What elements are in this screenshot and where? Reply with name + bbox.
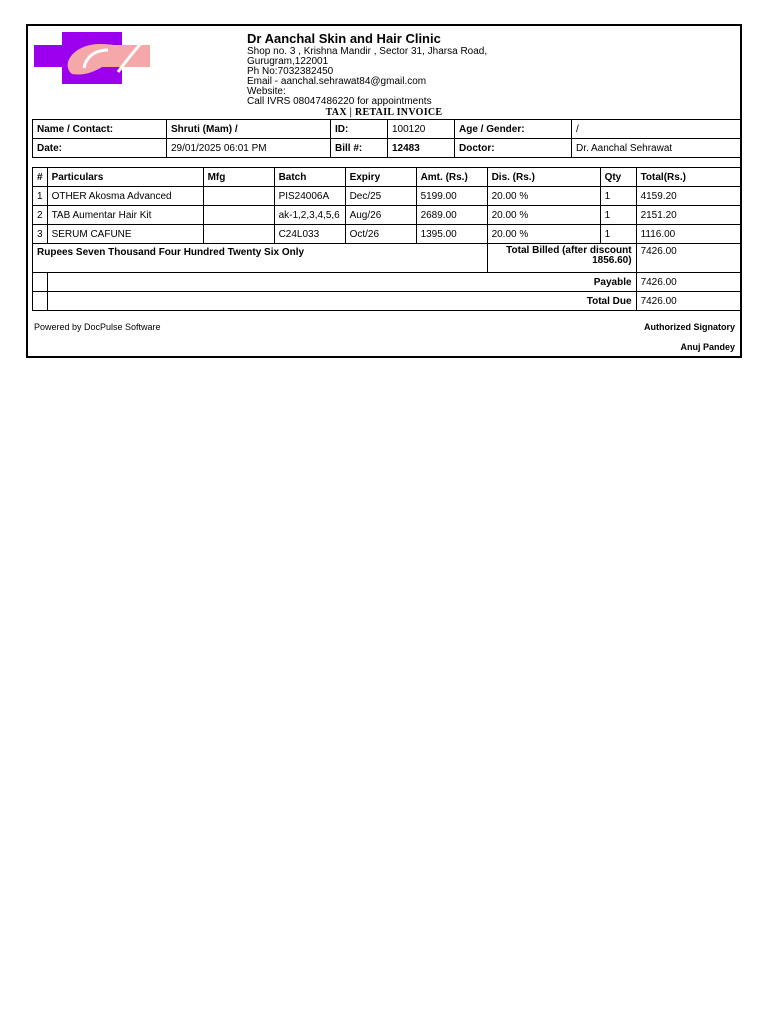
age-gender-label: Age / Gender: — [455, 120, 572, 139]
total-billed-row — [33, 244, 742, 273]
cell-qty: 1 — [600, 206, 636, 225]
amount-in-words: Rupees Seven Thousand Four Hundred Twenty Six Only — [33, 244, 488, 273]
payable-value: 7426.00 — [636, 273, 741, 292]
total-billed-value: 7426.00 — [636, 244, 741, 273]
cell-batch: ak-1,2,3,4,5,6 — [274, 206, 345, 225]
total-billed-discount: 1856.60) — [592, 255, 632, 266]
signatory-name: Anuj Pandey — [680, 342, 735, 352]
clinic-ivrs: Call IVRS 08047486220 for appointments — [247, 96, 432, 107]
invoice-title: TAX | RETAIL INVOICE — [325, 107, 443, 118]
clinic-phone: Ph No:7032382450 — [247, 66, 334, 77]
clinic-email: Email - aanchal.sehrawat84@gmail.com — [247, 76, 427, 87]
col-header: # — [33, 168, 48, 187]
cell-mfg — [203, 187, 274, 206]
bill-label: Bill #: — [331, 139, 388, 158]
cell-expiry: Oct/26 — [345, 225, 416, 244]
total-due-value: 7426.00 — [636, 292, 741, 311]
cell-discount: 20.00 % — [487, 206, 600, 225]
clinic-website: Website: — [247, 86, 286, 97]
table-row — [33, 225, 742, 244]
name-label: Name / Contact: — [33, 120, 167, 139]
col-header: Mfg — [203, 168, 274, 187]
empty-cell — [33, 292, 48, 311]
total-due-label: Total Due — [47, 292, 636, 311]
col-header: Expiry — [345, 168, 416, 187]
powered-by: Powered by DocPulse Software — [34, 322, 161, 332]
total-due-row — [33, 292, 742, 311]
clinic-logo — [34, 32, 150, 84]
cell-particulars: TAB Aumentar Hair Kit — [47, 206, 203, 225]
cell-expiry: Dec/25 — [345, 187, 416, 206]
id-label: ID: — [331, 120, 388, 139]
cell-amount: 2689.00 — [416, 206, 487, 225]
date-label: Date: — [33, 139, 167, 158]
cell-index: 2 — [33, 206, 48, 225]
col-header: Amt. (Rs.) — [416, 168, 487, 187]
total-billed-label-text: Total Billed (after discount — [506, 245, 632, 256]
invoice — [26, 24, 742, 358]
clinic-address-line1: Shop no. 3 , Krishna Mandir , Sector 31, Jharsa Road, — [247, 46, 488, 57]
authorized-signatory: Authorized Signatory — [643, 322, 735, 332]
cell-batch: C24L033 — [274, 225, 345, 244]
cell-particulars: SERUM CAFUNE — [47, 225, 203, 244]
cell-total: 1116.00 — [636, 225, 741, 244]
cell-particulars: OTHER Akosma Advanced — [47, 187, 203, 206]
cell-discount: 20.00 % — [487, 187, 600, 206]
patient-info-table — [32, 119, 742, 158]
id-value: 100120 — [388, 120, 455, 139]
col-header: Batch — [274, 168, 345, 187]
table-row — [33, 187, 742, 206]
col-header: Dis. (Rs.) — [487, 168, 600, 187]
cell-discount: 20.00 % — [487, 225, 600, 244]
empty-cell — [33, 273, 48, 292]
table-row — [33, 206, 742, 225]
items-table — [32, 167, 742, 311]
cell-amount: 1395.00 — [416, 225, 487, 244]
col-header: Particulars — [47, 168, 203, 187]
payable-row — [33, 273, 742, 292]
clinic-address-line2: Gurugram,122001 — [247, 56, 329, 67]
cell-expiry: Aug/26 — [345, 206, 416, 225]
items-header-row — [33, 168, 742, 187]
cell-qty: 1 — [600, 187, 636, 206]
clinic-header — [247, 31, 487, 107]
name-value: Shruti (Mam) / — [167, 120, 331, 139]
cell-index: 1 — [33, 187, 48, 206]
cell-total: 4159.20 — [636, 187, 741, 206]
col-header: Total(Rs.) — [636, 168, 741, 187]
date-value: 29/01/2025 06:01 PM — [167, 139, 331, 158]
col-header: Qty — [600, 168, 636, 187]
cell-amount: 5199.00 — [416, 187, 487, 206]
age-gender-value: / — [572, 120, 742, 139]
cell-mfg — [203, 225, 274, 244]
doctor-label: Doctor: — [455, 139, 572, 158]
total-billed-label — [487, 244, 636, 273]
cell-total: 2151.20 — [636, 206, 741, 225]
cell-mfg — [203, 206, 274, 225]
cell-batch: PIS24006A — [274, 187, 345, 206]
doctor-value: Dr. Aanchal Sehrawat — [572, 139, 742, 158]
cell-qty: 1 — [600, 225, 636, 244]
bill-value: 12483 — [388, 139, 455, 158]
payable-label: Payable — [47, 273, 636, 292]
cell-index: 3 — [33, 225, 48, 244]
clinic-name: Dr Aanchal Skin and Hair Clinic — [247, 31, 441, 46]
